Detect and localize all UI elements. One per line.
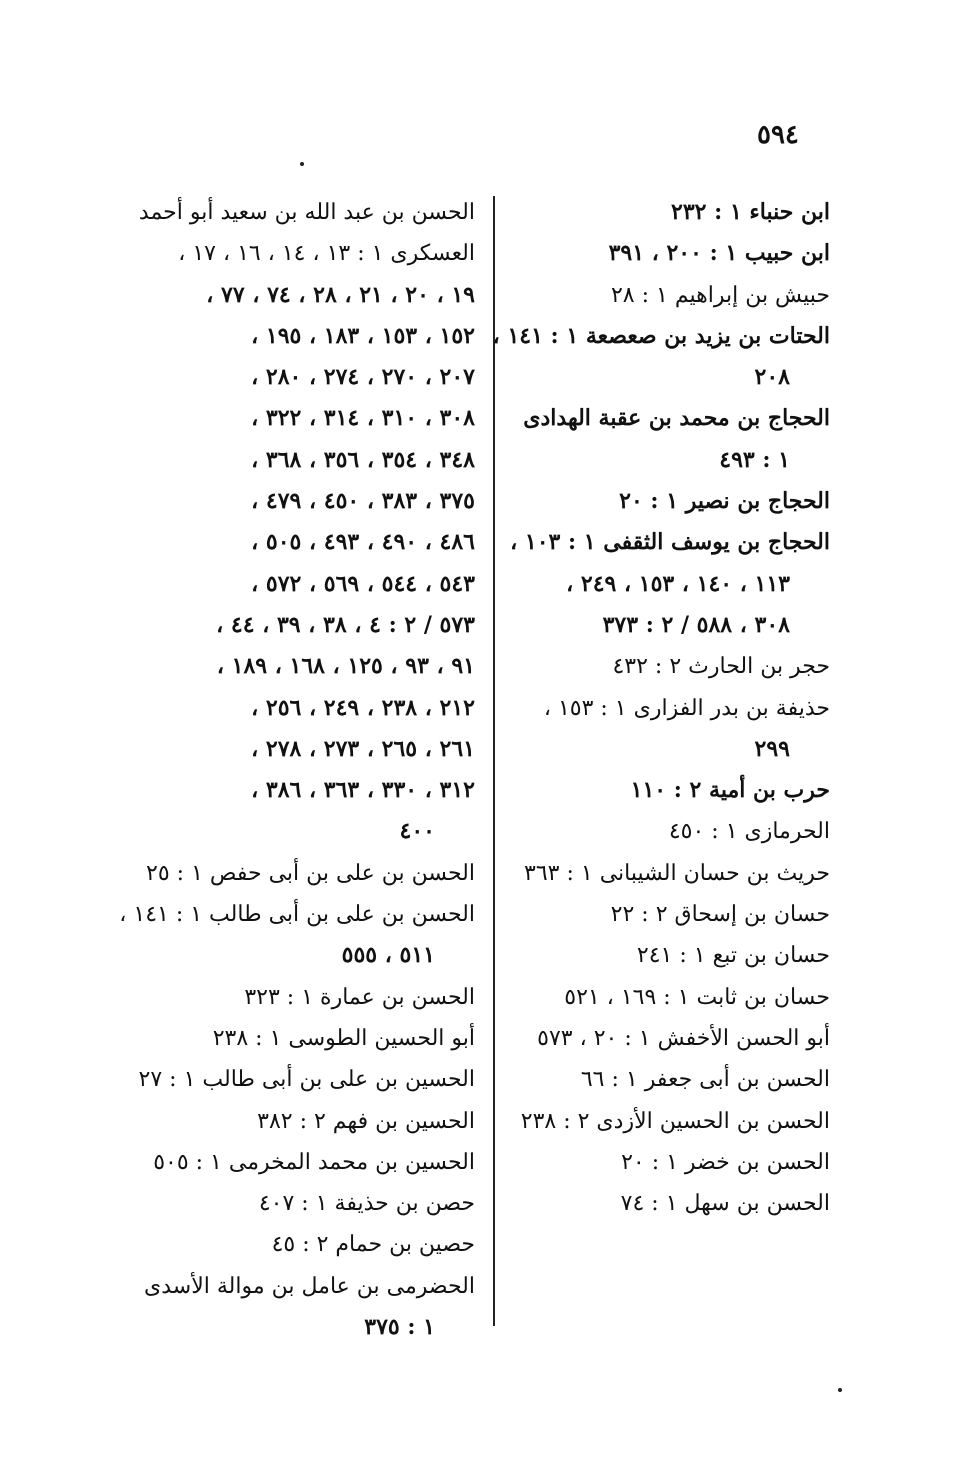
index-entry-line: الحجاج بن محمد بن عقبة الهدادى xyxy=(523,405,830,432)
index-entry-line: الحسن بن أبى جعفر ١ : ٦٦ xyxy=(580,1067,830,1093)
index-entry-line: ١ : ٤٩٣ xyxy=(719,446,790,473)
index-column-left xyxy=(119,192,475,1348)
index-entry-line: ١ : ٣٧٥ xyxy=(364,1314,435,1341)
index-entry-line: حسان بن إسحاق ٢ : ٢٢ xyxy=(610,902,830,928)
index-entry-line: ٤٠٠ xyxy=(399,818,435,845)
index-entry-line: الحسن بن الحسين الأزدى ٢ : ٢٣٨ xyxy=(520,1108,830,1134)
index-entry-line: ٢٠٨ xyxy=(754,364,790,391)
index-entry-line: الحسين بن فهم ٢ : ٣٨٢ xyxy=(257,1108,475,1134)
index-entry-line: ابن حبيب ١ : ٢٠٠ ، ٣٩١ xyxy=(608,240,830,267)
index-entry-line: ٣٧٥ ، ٣٨٣ ، ٤٥٠ ، ٤٧٩ ، xyxy=(251,488,475,515)
index-entry-line: الحسن بن على بن أبى طالب ١ : ١٤١ ، xyxy=(119,902,475,928)
index-entry-line: الحجاج بن نصير ١ : ٢٠ xyxy=(619,488,830,515)
index-entry-line: الحتات بن يزيد بن صعصعة ١ : ١٤١ ، xyxy=(492,322,830,349)
index-column-right xyxy=(492,192,830,1224)
index-entry-line: الحسين بن على بن أبى طالب ١ : ٢٧ xyxy=(138,1067,475,1093)
index-entry-line: الحجاج بن يوسف الثقفى ١ : ١٠٣ ، xyxy=(510,529,830,556)
index-entry-line: الحسن بن خضر ١ : ٢٠ xyxy=(621,1149,830,1175)
index-entry-line: أبو الحسين الطوسى ١ : ٢٣٨ xyxy=(212,1025,475,1051)
page-number: ٥٩٤ xyxy=(757,120,799,150)
index-entry-line: حصين بن حمام ٢ : ٤٥ xyxy=(271,1232,475,1258)
print-speck xyxy=(300,162,304,166)
index-entry-line: ٣٠٨ ، ٥٨٨ / ٢ : ٣٧٣ xyxy=(602,611,790,638)
index-entry-line: ١٩ ، ٢٠ ، ٢١ ، ٢٨ ، ٧٤ ، ٧٧ ، xyxy=(206,281,475,308)
index-entry-line: حسان بن تبع ١ : ٢٤١ xyxy=(636,943,830,969)
index-entry-line: ٢٠٧ ، ٢٧٠ ، ٢٧٤ ، ٢٨٠ ، xyxy=(251,364,475,391)
index-entry-line: الحسن بن عبد الله بن سعيد أبو أحمد xyxy=(138,200,475,225)
index-entry-line: حصن بن حذيفة ١ : ٤٠٧ xyxy=(258,1191,475,1217)
print-speck xyxy=(838,1388,842,1392)
index-entry-line: ٩١ ، ٩٣ ، ١٢٥ ، ١٦٨ ، ١٨٩ ، xyxy=(216,653,475,680)
index-entry-line: ٢١٢ ، ٢٣٨ ، ٢٤٩ ، ٢٥٦ ، xyxy=(251,694,475,721)
index-entry-line: ابن حنباء ١ : ٢٣٢ xyxy=(671,199,830,225)
index-entry-line: ٣١٢ ، ٣٣٠ ، ٣٦٣ ، ٣٨٦ ، xyxy=(251,777,475,804)
index-entry-line: الحسن بن سهل ١ : ٧٤ xyxy=(620,1191,830,1217)
index-entry-line: أبو الحسن الأخفش ١ : ٢٠ ، ٥٧٣ xyxy=(537,1025,830,1051)
index-entry-line: الحسين بن محمد المخرمى ١ : ٥٠٥ xyxy=(153,1149,475,1175)
index-entry-line: الحضرمى بن عامل بن موالة الأسدى xyxy=(144,1273,475,1299)
index-entry-line: حسان بن ثابت ١ : ١٦٩ ، ٥٢١ xyxy=(564,984,830,1010)
index-entry-line: حرب بن أمية ٢ : ١١٠ xyxy=(630,777,830,804)
index-entry-line: ٢٦١ ، ٢٦٥ ، ٢٧٣ ، ٢٧٨ ، xyxy=(251,735,475,762)
index-entry-line: الحسن بن على بن أبى حفص ١ : ٢٥ xyxy=(146,860,475,886)
index-entry-line: العسكرى ١ : ١٣ ، ١٤ ، ١٦ ، ١٧ ، xyxy=(178,241,475,267)
index-entry-line: ٥٧٣ / ٢ : ٤ ، ٣٨ ، ٣٩ ، ٤٤ ، xyxy=(216,611,475,638)
index-entry-line: ٥٤٣ ، ٥٤٤ ، ٥٦٩ ، ٥٧٢ ، xyxy=(251,570,475,597)
index-entry-line: ١١٣ ، ١٤٠ ، ١٥٣ ، ٢٤٩ ، xyxy=(566,570,790,597)
index-entry-line: حذيفة بن بدر الفزارى ١ : ١٥٣ ، xyxy=(543,695,830,721)
index-entry-line: ٣٠٨ ، ٣١٠ ، ٣١٤ ، ٣٢٢ ، xyxy=(251,405,475,432)
index-entry-line: ١٥٢ ، ١٥٣ ، ١٨٣ ، ١٩٥ ، xyxy=(251,322,475,349)
index-entry-line: ٤٨٦ ، ٤٩٠ ، ٤٩٣ ، ٥٠٥ ، xyxy=(251,529,475,556)
index-entry-line: ٣٤٨ ، ٣٥٤ ، ٣٥٦ ، ٣٦٨ ، xyxy=(251,446,475,473)
column-divider xyxy=(493,196,495,1326)
index-entry-line: حجر بن الحارث ٢ : ٤٣٢ xyxy=(612,654,830,680)
index-entry-line: حبيش بن إبراهيم ١ : ٢٨ xyxy=(610,282,830,308)
index-entry-line: حريث بن حسان الشيبانى ١ : ٣٦٣ xyxy=(524,860,830,886)
index-entry-line: الحسن بن عمارة ١ : ٣٢٣ xyxy=(244,984,475,1010)
index-entry-line: الحرمازى ١ : ٤٥٠ xyxy=(668,819,830,845)
index-entry-line: ٥١١ ، ٥٥٥ xyxy=(341,942,435,969)
index-entry-line: ٢٩٩ xyxy=(754,735,790,762)
